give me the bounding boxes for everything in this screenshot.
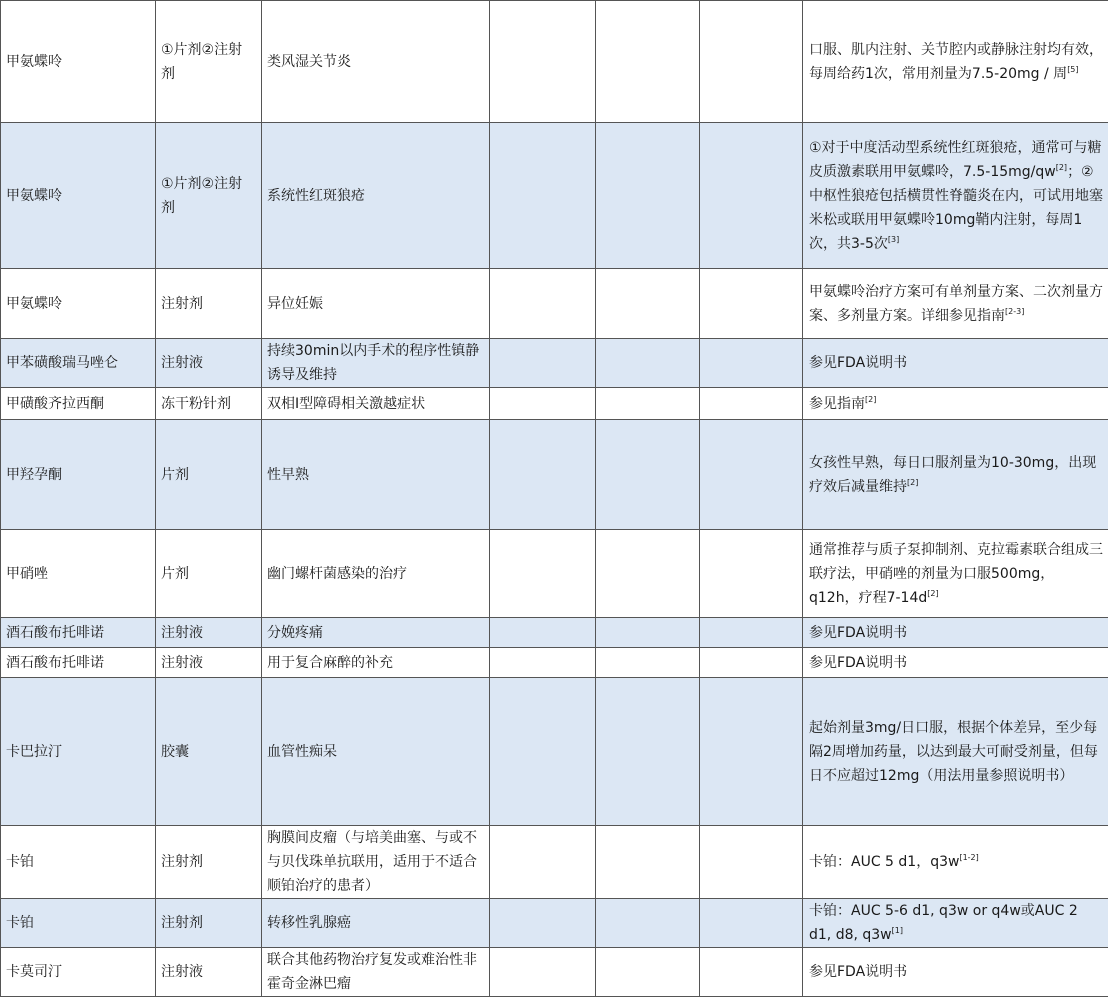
drug-name-cell: 酒石酸布托啡诺 xyxy=(1,648,156,678)
dosage-form-cell: 片剂 xyxy=(156,420,262,530)
empty-cell xyxy=(700,530,803,618)
dosage-form-cell: 注射液 xyxy=(156,648,262,678)
usage-note-cell xyxy=(803,269,1108,339)
usage-note-cell xyxy=(803,1,1108,123)
drug-name-cell: 甲磺酸齐拉西酮 xyxy=(1,388,156,420)
drug-name-cell: 甲氨蝶呤 xyxy=(1,1,156,123)
empty-cell xyxy=(490,530,596,618)
indication-cell: 幽门螺杆菌感染的治疗 xyxy=(262,530,490,618)
drug-name-cell: 甲硝唑 xyxy=(1,530,156,618)
empty-cell xyxy=(596,339,700,388)
note-text: 参见FDA说明书 xyxy=(809,625,907,641)
table-row xyxy=(1,339,1108,388)
reference-marker: [2] xyxy=(865,395,876,404)
dosage-form-cell: 冻干粉针剂 xyxy=(156,388,262,420)
empty-cell xyxy=(596,1,700,123)
table-row xyxy=(1,388,1108,420)
note-text: 女孩性早熟，每日口服剂量为10-30mg，出现疗效后减量维持 xyxy=(809,455,1096,495)
table-row xyxy=(1,618,1108,648)
usage-note-cell xyxy=(803,826,1108,899)
empty-cell xyxy=(596,388,700,420)
empty-cell xyxy=(596,269,700,339)
empty-cell xyxy=(490,899,596,948)
usage-note-cell xyxy=(803,648,1108,678)
empty-cell xyxy=(490,269,596,339)
usage-note-cell xyxy=(803,339,1108,388)
note-text: ；②中枢性狼疮包括横贯性脊髓炎在内，可试用地塞米松或联用甲氨蝶呤10mg鞘内注射，每周1次，共3-5次 xyxy=(809,164,1103,252)
note-text: 卡铂：AUC 5-6 d1, q3w or q4w或AUC 2 d1, d8, q3w xyxy=(809,903,1078,943)
indication-cell: 性早熟 xyxy=(262,420,490,530)
empty-cell xyxy=(490,123,596,269)
note-text: ①对于中度活动型系统性红斑狼疮，通常可与糖皮质激素联用甲氨蝶呤，7.5-15mg/qw xyxy=(809,140,1102,180)
empty-cell xyxy=(700,420,803,530)
empty-cell xyxy=(700,1,803,123)
reference-marker: [2] xyxy=(1056,163,1067,172)
empty-cell xyxy=(596,899,700,948)
empty-cell xyxy=(700,826,803,899)
usage-note-cell xyxy=(803,420,1108,530)
empty-cell xyxy=(596,420,700,530)
indication-cell: 血管性痴呆 xyxy=(262,678,490,826)
table-body xyxy=(1,1,1108,997)
usage-note-cell xyxy=(803,388,1108,420)
dosage-form-cell: 注射剂 xyxy=(156,826,262,899)
dosage-form-cell: ①片剂②注射剂 xyxy=(156,123,262,269)
empty-cell xyxy=(700,339,803,388)
dosage-form-cell: 胶囊 xyxy=(156,678,262,826)
reference-marker: [2] xyxy=(927,589,938,598)
usage-note-cell xyxy=(803,678,1108,826)
table-row xyxy=(1,899,1108,948)
dosage-form-cell: 注射剂 xyxy=(156,899,262,948)
table-row xyxy=(1,948,1108,997)
note-text: 卡铂：AUC 5 d1，q3w xyxy=(809,854,959,870)
empty-cell xyxy=(596,826,700,899)
empty-cell xyxy=(490,618,596,648)
empty-cell xyxy=(596,618,700,648)
usage-note-cell xyxy=(803,899,1108,948)
note-text: 参见FDA说明书 xyxy=(809,655,907,671)
table-row xyxy=(1,826,1108,899)
empty-cell xyxy=(596,530,700,618)
empty-cell xyxy=(490,826,596,899)
empty-cell xyxy=(700,269,803,339)
dosage-form-cell: 注射剂 xyxy=(156,269,262,339)
table-row xyxy=(1,420,1108,530)
drug-name-cell: 甲羟孕酮 xyxy=(1,420,156,530)
empty-cell xyxy=(700,948,803,997)
indication-cell: 转移性乳腺癌 xyxy=(262,899,490,948)
usage-note-cell xyxy=(803,948,1108,997)
empty-cell xyxy=(700,123,803,269)
empty-cell xyxy=(490,648,596,678)
indication-cell: 系统性红斑狼疮 xyxy=(262,123,490,269)
table-row xyxy=(1,678,1108,826)
empty-cell xyxy=(596,948,700,997)
drug-name-cell: 卡巴拉汀 xyxy=(1,678,156,826)
indication-cell: 双相I型障碍相关激越症状 xyxy=(262,388,490,420)
usage-note-cell xyxy=(803,530,1108,618)
indication-cell: 用于复合麻醉的补充 xyxy=(262,648,490,678)
empty-cell xyxy=(596,648,700,678)
reference-marker: [5] xyxy=(1067,65,1078,74)
reference-marker: [3] xyxy=(888,235,899,244)
note-text: 参见指南 xyxy=(809,396,865,412)
dosage-form-cell: 注射液 xyxy=(156,948,262,997)
dosage-form-cell: ①片剂②注射剂 xyxy=(156,1,262,123)
indication-cell: 类风湿关节炎 xyxy=(262,1,490,123)
reference-marker: [1-2] xyxy=(959,853,978,862)
usage-note-cell xyxy=(803,123,1108,269)
drug-name-cell: 酒石酸布托啡诺 xyxy=(1,618,156,648)
reference-marker: [2-3] xyxy=(1005,307,1024,316)
drug-name-cell: 甲氨蝶呤 xyxy=(1,269,156,339)
empty-cell xyxy=(490,1,596,123)
indication-cell: 异位妊娠 xyxy=(262,269,490,339)
dosage-form-cell: 注射液 xyxy=(156,339,262,388)
note-text: 参见FDA说明书 xyxy=(809,355,907,371)
empty-cell xyxy=(596,678,700,826)
note-text: 起始剂量3mg/日口服，根据个体差异，至少每隔2周增加药量，以达到最大可耐受剂量，但每日不应超过12mg（用法用量参照说明书） xyxy=(809,720,1098,784)
drug-name-cell: 甲苯磺酸瑞马唑仑 xyxy=(1,339,156,388)
note-text: 参见FDA说明书 xyxy=(809,964,907,980)
table-row xyxy=(1,1,1108,123)
empty-cell xyxy=(490,388,596,420)
table-row xyxy=(1,269,1108,339)
indication-cell: 持续30min以内手术的程序性镇静诱导及维持 xyxy=(262,339,490,388)
indication-cell: 胸膜间皮瘤（与培美曲塞、与或不与贝伐珠单抗联用，适用于不适合顺铂治疗的患者） xyxy=(262,826,490,899)
note-text: 通常推荐与质子泵抑制剂、克拉霉素联合组成三联疗法，甲硝唑的剂量为口服500mg，q12h，疗程7-14d xyxy=(809,542,1103,606)
dosage-form-cell: 注射液 xyxy=(156,618,262,648)
empty-cell xyxy=(490,948,596,997)
empty-cell xyxy=(700,678,803,826)
drug-name-cell: 卡铂 xyxy=(1,826,156,899)
drug-name-cell: 卡莫司汀 xyxy=(1,948,156,997)
empty-cell xyxy=(700,648,803,678)
indication-cell: 联合其他药物治疗复发或难治性非霍奇金淋巴瘤 xyxy=(262,948,490,997)
empty-cell xyxy=(700,388,803,420)
reference-marker: [2] xyxy=(907,478,918,487)
reference-marker: [1] xyxy=(892,926,903,935)
drug-name-cell: 甲氨蝶呤 xyxy=(1,123,156,269)
drug-name-cell: 卡铂 xyxy=(1,899,156,948)
usage-note-cell xyxy=(803,618,1108,648)
indication-cell: 分娩疼痛 xyxy=(262,618,490,648)
empty-cell xyxy=(490,678,596,826)
empty-cell xyxy=(490,420,596,530)
empty-cell xyxy=(596,123,700,269)
table-row xyxy=(1,648,1108,678)
empty-cell xyxy=(700,618,803,648)
note-text: 甲氨蝶呤治疗方案可有单剂量方案、二次剂量方案、多剂量方案。详细参见指南 xyxy=(809,284,1103,324)
dosage-form-cell: 片剂 xyxy=(156,530,262,618)
empty-cell xyxy=(490,339,596,388)
note-text: 口服、肌内注射、关节腔内或静脉注射均有效，每周给药1次，常用剂量为7.5-20mg / 周 xyxy=(809,42,1103,82)
table-row xyxy=(1,530,1108,618)
table-row xyxy=(1,123,1108,269)
empty-cell xyxy=(700,899,803,948)
